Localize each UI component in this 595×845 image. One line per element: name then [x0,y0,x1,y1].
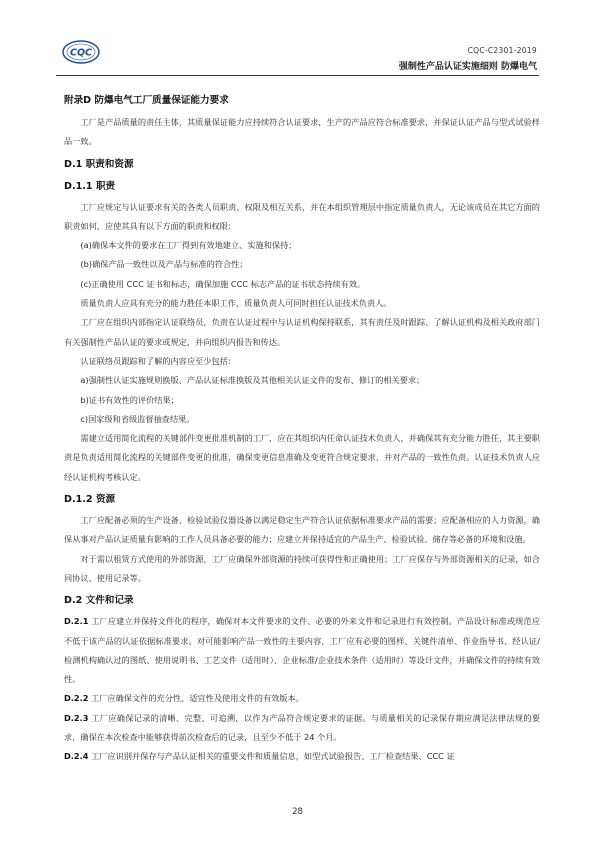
clause-number: D.2.4 [64,751,89,762]
d11-paragraph: 需建立适用简化流程的关键部件变更批准机制的工厂，应在其组织内任命认证技术负责人，并确保其有充分能力胜任，其主要职责是负责适用简化流程的关键部件变更的批准，确保变更信息准确及变更符合规定要求，并对产品的一致性负责。认证技术负责人应经认证机构考核认定。 [64,433,540,482]
d2-item [64,689,540,708]
d11-item-b: (b)确保产品一致性以及产品与标准的符合性； [80,259,248,270]
d11-item-c: (c)正确使用 CCC 证书和标志，确保加施 CCC 标志产品的证书状态持续有效。 [80,278,366,289]
page-content [64,92,540,767]
clause-number: D.2.1 [64,616,89,627]
section-d11-title: D.1.1 职责 [64,180,116,192]
d11-paragraph: 工厂应在组织内部指定认证联络员，负责在认证过程中与认证机构保持联系，其有责任及时跟踪、了解认证机构及相关政府部门有关强制性产品认证的要求或规定，并向组织内报告和传达。 [64,317,540,347]
section-d2-title: D.2 文件和记录 [64,595,134,607]
d11-list-item-a: a)强制性认证实施规则换版、产品认证标准换版及其他相关认证文件的发布、修订的相关要求； [80,375,425,386]
header-divider [56,75,539,76]
d11-paragraph: 工厂应规定与认证要求有关的各类人员职责、权限及相互关系，并在本组织管理层中指定质量负责人，无论该成员在其它方面的职责如何，应使其具有以下方面的职责和权限： [64,201,540,231]
clause-number: D.2.2 [64,693,89,704]
d12-paragraph: 工厂应配备必须的生产设备、检验试验仪器设备以满足稳定生产符合认证依据标准要求产品的需要；应配备相应的人力资源，确保从事对产品认证质量有影响的工作人员具备必要的能力；应建立并保持适宜的产品生产、检验试验、储存等必备的环境和设施。 [64,515,540,545]
document-title: 强制性产品认证实施细则 防爆电气 [398,62,537,72]
clause-text: 工厂应识别并保存与产品认证相关的重要文件和质量信息，如型式试验报告、工厂检查结果、CCC 证 [88,751,455,762]
d12-paragraph: 对于需以租赁方式使用的外部资源，工厂应确保外部资源的持续可获得性和正确使用；工厂应保存与外部资源相关的记录，如合同协议、使用记录等。 [64,553,540,583]
page-number: 28 [292,807,303,817]
clause-text: 工厂应确保记录的清晰、完整、可追溯，以作为产品符合规定要求的证据。与质量相关的记录保存期应满足法律法规的要求，确保在本次检查中能够获得前次检查后的记录，且至少不低于 24 个月。 [64,712,540,743]
cqc-logo [62,40,100,64]
document-code: CQC-C2301-2019 [467,46,537,55]
svg-text:CQC: CQC [69,47,93,59]
d11-paragraph: 认证联络员跟踪和了解的内容应至少包括： [80,355,236,366]
d11-list-item-b: b)证书有效性的评价结果； [80,394,179,405]
clause-number: D.2.3 [64,712,89,723]
d2-item [64,747,540,766]
section-d1-title: D.1 职责和资源 [64,158,134,170]
d11-list-item-c: c)国家级和省级监督抽查结果。 [80,413,195,424]
d2-item [64,709,540,748]
appendix-title: 附录D 防爆电气工厂质量保证能力要求 [64,95,229,106]
d11-item-a: (a)确保本文件的要求在工厂得到有效地建立、实施和保持； [80,240,297,251]
intro-paragraph: 工厂是产品质量的责任主体，其质量保证能力应持续符合认证要求，生产的产品应符合标准要求，并保证认证产品与型式试验样品一致。 [64,117,540,147]
clause-text: 工厂应确保文件的充分性、适宜性及使用文件的有效版本。 [88,693,304,704]
d11-paragraph: 质量负责人应具有充分的能力胜任本职工作，质量负责人可同时担任认证技术负责人。 [80,298,392,309]
d2-item [64,612,540,689]
clause-text: 工厂应建立并保持文件化的程序，确保对本文件要求的文件、必要的外来文件和记录进行有效控制。产品设计标准或规范应不低于该产品的认证依据标准要求。对可能影响产品一致性的主要内容，工厂应有必要的图样、关键件清单、作业指导书、经认证/检测机构确认过的图纸、使用说明书、工艺文件（适用时）、企业标准/企业技术条件（适用时）等设计文件，并确保文件的持续有效性。 [64,616,540,685]
section-d12-title: D.1.2 资源 [64,494,116,506]
